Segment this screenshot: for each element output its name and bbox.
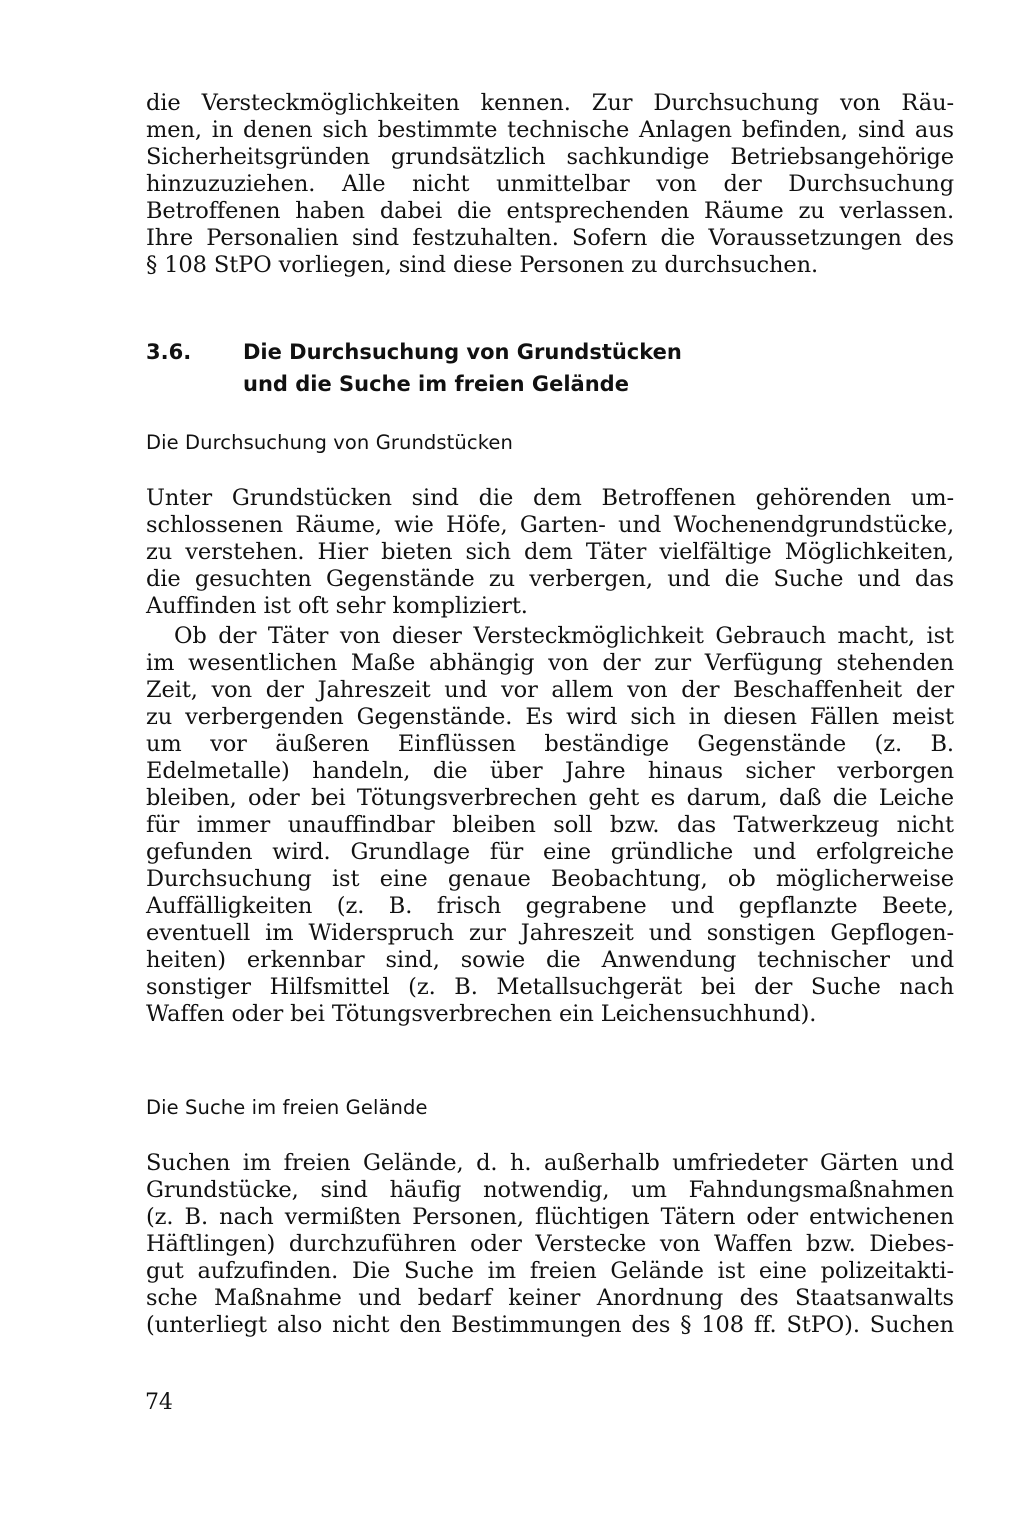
- text-line: heiten) erkennbar sind, sowie die Anwendung technischer und: [146, 947, 954, 973]
- text-line: eventuell im Widerspruch zur Jahreszeit und sonstigen Gepflogen-: [146, 920, 954, 946]
- text-line: sonstiger Hilfsmittel (z. B. Metallsuchgerät bei der Suche nach: [146, 974, 954, 1000]
- text-line: die Versteckmöglichkeiten kennen. Zur Durchsuchung von Räu-: [146, 90, 954, 116]
- text-line: Grundstücke, sind häufig notwendig, um Fahndungsmaßnahmen: [146, 1177, 954, 1203]
- text-line: § 108 StPO vorliegen, sind diese Personen zu durchsuchen.: [146, 252, 819, 278]
- text-line: Betroffenen haben dabei die entsprechenden Räume zu verlassen.: [146, 198, 954, 224]
- text-line: Unter Grundstücken sind die dem Betroffenen gehörenden um-: [146, 485, 954, 511]
- text-line: für immer unauffindbar bleiben soll bzw. das Tatwerkzeug nicht: [146, 812, 954, 838]
- text-line: men, in denen sich bestimmte technische Anlagen befinden, sind aus: [146, 117, 954, 143]
- text-line: (z. B. nach vermißten Personen, flüchtigen Tätern oder entwichenen: [146, 1204, 954, 1230]
- section-title-line: und die Suche im freien Gelände: [243, 372, 629, 396]
- text-line: im wesentlichen Maße abhängig von der zur Verfügung stehenden: [146, 650, 954, 676]
- text-line: Edelmetalle) handeln, die über Jahre hinaus sicher verborgen: [146, 758, 954, 784]
- text-line: Zeit, von der Jahreszeit und vor allem von der Beschaffenheit der: [146, 677, 954, 703]
- text-line: Auffälligkeiten (z. B. frisch gegrabene und gepflanzte Beete,: [146, 893, 954, 919]
- text-line: Ob der Täter von dieser Versteckmöglichkeit Gebrauch macht, ist: [174, 623, 954, 649]
- text-line: Häftlingen) durchzuführen oder Verstecke von Waffen bzw. Diebes-: [146, 1231, 954, 1257]
- text-line: zu verstehen. Hier bieten sich dem Täter vielfältige Möglichkeiten,: [146, 539, 954, 565]
- subheading: Die Suche im freien Gelände: [146, 1096, 428, 1119]
- subheading: Die Durchsuchung von Grundstücken: [146, 431, 513, 454]
- text-line: die gesuchten Gegenstände zu verbergen, und die Suche und das: [146, 566, 954, 592]
- text-line: sche Maßnahme und bedarf keiner Anordnung des Staatsanwalts: [146, 1285, 954, 1311]
- text-line: Suchen im freien Gelände, d. h. außerhalb umfriedeter Gärten und: [146, 1150, 954, 1176]
- text-line: um vor äußeren Einflüssen beständige Gegenstände (z. B.: [146, 731, 954, 757]
- section-number: 3.6.: [146, 340, 192, 364]
- text-line: Sicherheitsgründen grundsätzlich sachkundige Betriebsangehörige: [146, 144, 954, 170]
- text-line: Auffinden ist oft sehr kompliziert.: [146, 593, 528, 619]
- text-line: Ihre Personalien sind festzuhalten. Sofern die Voraussetzungen des: [146, 225, 954, 251]
- text-line: zu verbergenden Gegenstände. Es wird sich in diesen Fällen meist: [146, 704, 954, 730]
- text-line: gut aufzufinden. Die Suche im freien Gelände ist eine polizeitakti-: [146, 1258, 954, 1284]
- text-line: hinzuzuziehen. Alle nicht unmittelbar von der Durchsuchung: [146, 171, 954, 197]
- text-line: Durchsuchung ist eine genaue Beobachtung, ob möglicherweise: [146, 866, 954, 892]
- text-line: schlossenen Räume, wie Höfe, Garten- und Wochenendgrundstücke,: [146, 512, 954, 538]
- text-line: Waffen oder bei Tötungsverbrechen ein Leichensuchhund).: [146, 1001, 817, 1027]
- page-number: 74: [145, 1390, 173, 1415]
- section-title-line: Die Durchsuchung von Grundstücken: [243, 340, 682, 364]
- text-line: (unterliegt also nicht den Bestimmungen des § 108 ff. StPO). Suchen: [146, 1312, 954, 1338]
- text-line: gefunden wird. Grundlage für eine gründliche und erfolgreiche: [146, 839, 954, 865]
- text-line: bleiben, oder bei Tötungsverbrechen geht es darum, daß die Leiche: [146, 785, 954, 811]
